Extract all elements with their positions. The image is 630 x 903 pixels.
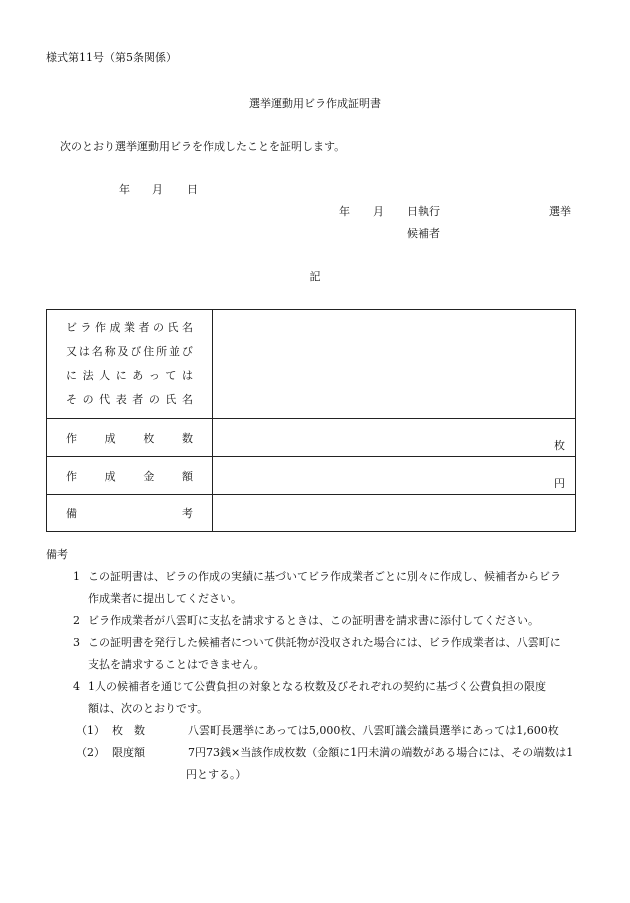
contractor-label-char: ビ bbox=[66, 321, 77, 334]
note-text: この証明書を発行した候補者について供託物が没収された場合には、ビラ作成業者は、八雲町に bbox=[88, 636, 561, 649]
note-continuation: 作成業者に提出してください。 bbox=[88, 592, 242, 605]
amount-label-char: 成 bbox=[104, 469, 116, 483]
note-number: 1 bbox=[73, 570, 80, 583]
note-text: 1人の候補者を通じて公費負担の対象となる枚数及びそれぞれの契約に基づく公費負担の限度 bbox=[88, 680, 546, 693]
note-text: この証明書は、ビラの作成の実績に基づいてビラ作成業者ごとに別々に作成し、候補者からビラ bbox=[88, 570, 561, 583]
note-number: 4 bbox=[73, 680, 80, 693]
note-item bbox=[46, 632, 591, 654]
contractor-label-char: 称 bbox=[104, 345, 116, 358]
note-sub-item bbox=[46, 720, 591, 742]
sub-label: 限度額 bbox=[112, 746, 145, 759]
election-month: 月 bbox=[373, 205, 384, 218]
contractor-label-char: っ bbox=[148, 369, 160, 382]
contractor-label-char: は bbox=[181, 369, 193, 382]
ki-mark: 記 bbox=[309, 270, 321, 283]
amount-label-char: 額 bbox=[181, 469, 193, 483]
contractor-label-line bbox=[66, 364, 193, 388]
contractor-label-line bbox=[66, 340, 193, 364]
note-item bbox=[46, 676, 591, 698]
contractor-label-char: の bbox=[82, 393, 94, 406]
note-number: 3 bbox=[73, 636, 80, 649]
contractor-label-char: 氏 bbox=[165, 393, 177, 406]
amount-label-char: 作 bbox=[66, 469, 77, 483]
contractor-label-char: 代 bbox=[99, 393, 111, 406]
contractor-label-char: 名 bbox=[91, 345, 103, 358]
note-continuation: 支払を請求することはできません。 bbox=[88, 658, 265, 671]
contractor-label-char: 氏 bbox=[167, 321, 179, 334]
sub-text: 7円73銭×当該作成枚数（金額に1円未満の端数がある場合には、その端数は1 bbox=[188, 746, 574, 759]
sub-number: （1） bbox=[76, 724, 105, 737]
row-label-contractor bbox=[47, 310, 213, 419]
contractor-label-char: 人 bbox=[99, 369, 111, 382]
table-row bbox=[47, 419, 576, 457]
document-title: 選挙運動用ビラ作成証明書 bbox=[249, 97, 381, 110]
election-year: 年 bbox=[339, 205, 350, 218]
form-number: 様式第11号（第5条関係） bbox=[46, 51, 177, 64]
contractor-label-char: 業 bbox=[124, 321, 135, 334]
amount-unit: 円 bbox=[554, 477, 565, 490]
contractor-label-char: び bbox=[181, 345, 193, 358]
contractor-label-char: 作 bbox=[95, 321, 106, 334]
sub-label: 枚 数 bbox=[112, 724, 145, 737]
table-row bbox=[47, 457, 576, 495]
contractor-label-line bbox=[66, 316, 193, 340]
count-label-char: 枚 bbox=[143, 431, 155, 445]
count-unit: 枚 bbox=[554, 439, 565, 452]
contractor-label-char: 住 bbox=[143, 345, 155, 358]
amount-value-cell[interactable] bbox=[213, 457, 576, 495]
contractor-label-char: 名 bbox=[181, 393, 193, 406]
note-item bbox=[46, 610, 591, 632]
note-continuation: 額は、次のとおりです。 bbox=[88, 702, 209, 715]
remarks-value-cell[interactable] bbox=[213, 495, 576, 532]
remarks-label-left: 備 bbox=[66, 507, 77, 520]
count-label-char: 数 bbox=[181, 431, 193, 445]
contractor-label-char: 名 bbox=[182, 321, 193, 334]
contractor-label-char: 成 bbox=[109, 321, 121, 334]
notes-heading: 備考 bbox=[46, 548, 68, 561]
date-day: 日 bbox=[187, 183, 198, 196]
table-row bbox=[47, 495, 576, 532]
contractor-label-char: に bbox=[66, 369, 77, 382]
contractor-label-char: は bbox=[78, 345, 90, 358]
contractor-label-char: 法 bbox=[82, 369, 94, 382]
contractor-label-char: ラ bbox=[80, 321, 92, 334]
contractor-label-char: に bbox=[115, 369, 127, 382]
contractor-label-char: あ bbox=[132, 369, 144, 382]
count-value-cell[interactable] bbox=[213, 419, 576, 457]
contractor-label-char: 所 bbox=[156, 345, 168, 358]
contractor-label-char: 者 bbox=[132, 393, 144, 406]
contractor-label-char: の bbox=[148, 393, 160, 406]
note-sub-item bbox=[46, 742, 591, 764]
count-label-char: 作 bbox=[66, 431, 77, 445]
election-day-exec: 日執行 bbox=[407, 205, 440, 218]
date-month: 月 bbox=[152, 183, 163, 196]
contractor-label-char: 又 bbox=[66, 345, 77, 358]
amount-label-char: 金 bbox=[143, 469, 155, 483]
row-label-remarks bbox=[47, 495, 213, 532]
sub-continuation: 円とする。） bbox=[186, 768, 247, 781]
election-label: 選挙 bbox=[549, 205, 571, 218]
contractor-label-char: て bbox=[165, 369, 177, 382]
note-number: 2 bbox=[73, 614, 80, 627]
note-item bbox=[46, 566, 591, 588]
row-label-count bbox=[47, 419, 213, 457]
certificate-table bbox=[46, 309, 576, 532]
date-year: 年 bbox=[119, 183, 130, 196]
remarks-label-right: 考 bbox=[182, 507, 193, 520]
contractor-label-char: び bbox=[130, 345, 142, 358]
contractor-value-cell[interactable] bbox=[213, 310, 576, 419]
count-label-char: 成 bbox=[104, 431, 116, 445]
contractor-label-char: 表 bbox=[115, 393, 127, 406]
table-row bbox=[47, 310, 576, 419]
sub-text: 八雲町長選挙にあっては5,000枚、八雲町議会議員選挙にあっては1,600枚 bbox=[188, 724, 559, 737]
contractor-label-char: 並 bbox=[169, 345, 180, 358]
contractor-label-char: の bbox=[153, 321, 164, 334]
candidate-label: 候補者 bbox=[407, 227, 440, 240]
contractor-label-char: 者 bbox=[138, 321, 150, 334]
note-text: ビラ作成業者が八雲町に支払を請求するときは、この証明書を請求書に添付してください。 bbox=[88, 614, 539, 627]
intro-text: 次のとおり選挙運動用ビラを作成したことを証明します。 bbox=[60, 140, 346, 153]
contractor-label-line bbox=[66, 388, 193, 412]
row-label-amount bbox=[47, 457, 213, 495]
notes-section bbox=[46, 544, 591, 786]
sub-number: （2） bbox=[76, 746, 105, 759]
contractor-label-char: 及 bbox=[117, 345, 129, 358]
contractor-label-char: そ bbox=[66, 393, 77, 406]
